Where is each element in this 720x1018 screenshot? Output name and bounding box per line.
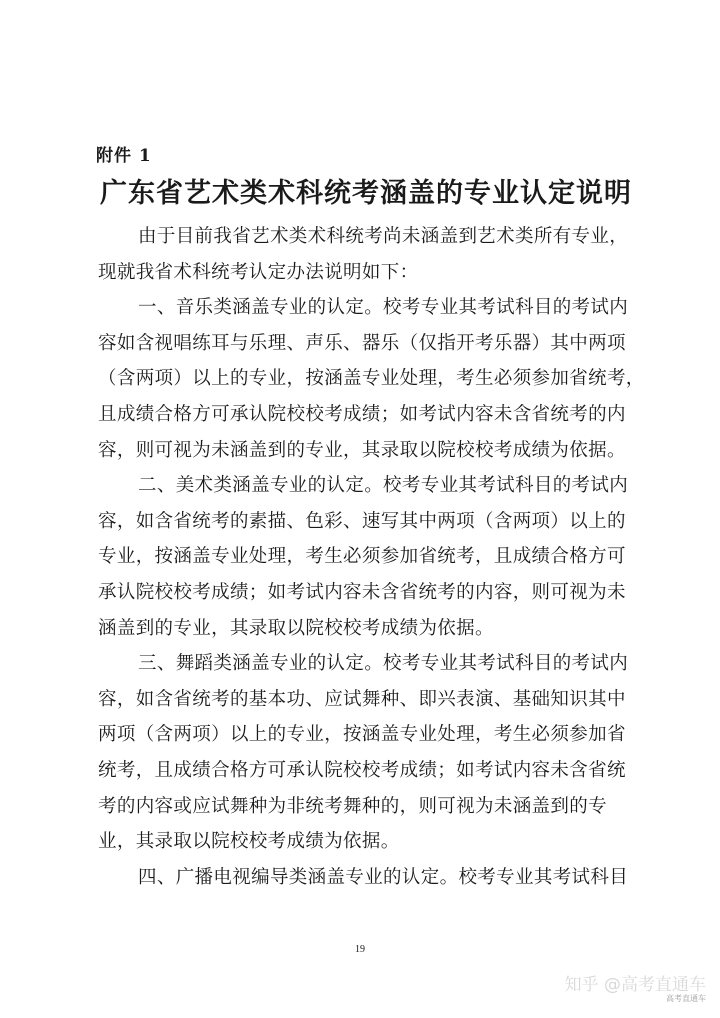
paragraph-line: 容如含视唱练耳与乐理、声乐、器乐（仅指开考乐器）其中两项 bbox=[98, 332, 626, 354]
paragraph-line: 业，其录取以院校校考成绩为依据。 bbox=[98, 831, 400, 853]
attachment-label: 附件 1 bbox=[96, 146, 152, 166]
paragraph-line: 现就我省术科统考认定办法说明如下： bbox=[98, 261, 419, 283]
paragraph-line: 一、音乐类涵盖专业的认定。校考专业其考试科目的考试内 bbox=[138, 297, 629, 319]
paragraph-line: 涵盖到的专业，其录取以院校校考成绩为依据。 bbox=[98, 617, 494, 639]
watermark: 知乎 @高考直通车 bbox=[564, 975, 706, 995]
paragraph-line: 两项（含两项）以上的专业，按涵盖专业处理，考生必须参加省 bbox=[98, 724, 626, 746]
paragraph-line: 四、广播电视编导类涵盖专业的认定。校考专业其考试科目 bbox=[138, 866, 629, 888]
page-number: 19 bbox=[355, 944, 365, 955]
paragraph-line: 考的内容或应试舞种为非统考舞种的，则可视为未涵盖到的专 bbox=[98, 795, 607, 817]
paragraph-line: 容，则可视为未涵盖到的专业，其录取以院校校考成绩为依据。 bbox=[98, 439, 626, 461]
paragraph-line: （含两项）以上的专业，按涵盖专业处理，考生必须参加省统考， bbox=[98, 368, 645, 390]
document-body bbox=[98, 219, 645, 895]
document-title: 广东省艺术类术科统考涵盖的专业认定说明 bbox=[100, 178, 632, 209]
paragraph-line: 统考，且成绩合格方可承认院校校考成绩；如考试内容未含省统 bbox=[98, 759, 626, 781]
paragraph-line: 专业，按涵盖专业处理，考生必须参加省统考，且成绩合格方可 bbox=[98, 546, 626, 568]
paragraph-line: 容，如含省统考的素描、色彩、速写其中两项（含两项）以上的 bbox=[98, 510, 626, 532]
paragraph-line: 二、美术类涵盖专业的认定。校考专业其考试科目的考试内 bbox=[138, 475, 629, 497]
paragraph-line: 且成绩合格方可承认院校校考成绩；如考试内容未含省统考的内 bbox=[98, 403, 626, 425]
watermark-subtext: 高考直通车 bbox=[666, 994, 706, 1003]
paragraph-line: 三、舞蹈类涵盖专业的认定。校考专业其考试科目的考试内 bbox=[138, 653, 629, 675]
paragraph-line: 容，如含省统考的基本功、应试舞种、即兴表演、基础知识其中 bbox=[98, 688, 626, 710]
paragraph-line: 由于目前我省艺术类术科统考尚未涵盖到艺术类所有专业， bbox=[138, 226, 629, 247]
paragraph-line: 承认院校校考成绩；如考试内容未含省统考的内容，则可视为未 bbox=[98, 581, 626, 603]
